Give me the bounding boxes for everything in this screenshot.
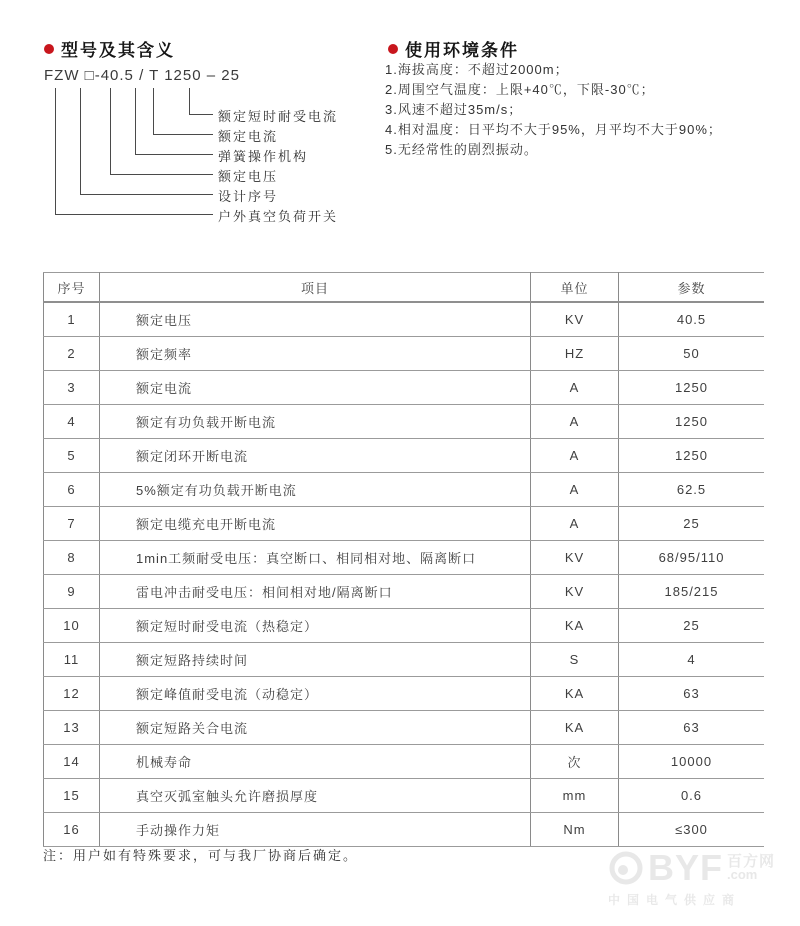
table-cell: 额定峰值耐受电流（动稳定） bbox=[100, 677, 531, 711]
table-cell: 5 bbox=[44, 439, 100, 473]
table-cell: 手动操作力矩 bbox=[100, 813, 531, 847]
table-cell: 额定电压 bbox=[100, 302, 531, 337]
col-header-unit: 单位 bbox=[531, 273, 619, 303]
table-cell: KA bbox=[531, 609, 619, 643]
table-cell: 50 bbox=[619, 337, 765, 371]
table-cell: 63 bbox=[619, 677, 765, 711]
model-code: FZW □-40.5 / T 1250 – 25 bbox=[44, 67, 240, 84]
model-part-label: 户外真空负荷开关 bbox=[218, 209, 339, 224]
env-condition-item: 2.周围空气温度：上限+40℃，下限-30℃； bbox=[385, 82, 655, 97]
table-cell: A bbox=[531, 371, 619, 405]
model-part-label: 额定电流 bbox=[218, 129, 279, 144]
table-row bbox=[44, 711, 765, 745]
col-header-index: 序号 bbox=[44, 273, 100, 303]
table-row bbox=[44, 541, 765, 575]
col-header-param: 参数 bbox=[619, 273, 765, 303]
table-cell: 额定短路关合电流 bbox=[100, 711, 531, 745]
table-cell: KV bbox=[531, 541, 619, 575]
table-cell: 62.5 bbox=[619, 473, 765, 507]
table-cell: A bbox=[531, 439, 619, 473]
table-cell: 0.6 bbox=[619, 779, 765, 813]
table-cell: 额定电流 bbox=[100, 371, 531, 405]
table-cell: 185/215 bbox=[619, 575, 765, 609]
col-header-item: 项目 bbox=[100, 273, 531, 303]
table-cell: 11 bbox=[44, 643, 100, 677]
table-cell: 6 bbox=[44, 473, 100, 507]
table-cell: 机械寿命 bbox=[100, 745, 531, 779]
table-cell: mm bbox=[531, 779, 619, 813]
env-section-title-text: 使用环境条件 bbox=[405, 41, 519, 60]
table-cell: 7 bbox=[44, 507, 100, 541]
env-condition-item: 4.相对温度：日平均不大于95%，月平均不大于90%； bbox=[385, 122, 722, 137]
table-cell: 雷电冲击耐受电压：相间相对地/隔离断口 bbox=[100, 575, 531, 609]
watermark-tagline: 中国电气供应商 bbox=[608, 893, 742, 907]
byf-logo-icon bbox=[608, 850, 644, 886]
table-cell: 8 bbox=[44, 541, 100, 575]
watermark-brand: BYF bbox=[648, 847, 723, 888]
table-row bbox=[44, 575, 765, 609]
table-cell: 25 bbox=[619, 609, 765, 643]
table-cell: 12 bbox=[44, 677, 100, 711]
table-cell: 额定有功负载开断电流 bbox=[100, 405, 531, 439]
watermark-domain: .com bbox=[727, 867, 758, 882]
table-cell: 额定频率 bbox=[100, 337, 531, 371]
env-condition-item: 3.风速不超过35m/s； bbox=[385, 102, 523, 117]
table-cell: 40.5 bbox=[619, 302, 765, 337]
watermark-logo-row bbox=[608, 847, 788, 888]
table-cell: 额定闭环开断电流 bbox=[100, 439, 531, 473]
table-cell: ≤300 bbox=[619, 813, 765, 847]
model-part-label: 弹簧操作机构 bbox=[218, 149, 309, 164]
table-cell: KV bbox=[531, 575, 619, 609]
spec-table-body bbox=[44, 302, 765, 847]
table-cell: A bbox=[531, 507, 619, 541]
table-row bbox=[44, 609, 765, 643]
table-row bbox=[44, 745, 765, 779]
table-cell: 15 bbox=[44, 779, 100, 813]
table-cell: 25 bbox=[619, 507, 765, 541]
table-cell: 68/95/110 bbox=[619, 541, 765, 575]
table-cell: 10 bbox=[44, 609, 100, 643]
model-section-title bbox=[44, 36, 175, 61]
table-row bbox=[44, 371, 765, 405]
table-cell: 次 bbox=[531, 745, 619, 779]
env-section-title bbox=[388, 36, 519, 61]
table-cell: 5%额定有功负载开断电流 bbox=[100, 473, 531, 507]
table-cell: 额定短路持续时间 bbox=[100, 643, 531, 677]
table-row bbox=[44, 302, 765, 337]
table-row bbox=[44, 473, 765, 507]
connector-line bbox=[55, 88, 213, 215]
note-text: 注：用户如有特殊要求，可与我厂协商后确定。 bbox=[43, 848, 359, 863]
table-cell: 14 bbox=[44, 745, 100, 779]
table-cell: KA bbox=[531, 677, 619, 711]
model-section-title-text: 型号及其含义 bbox=[61, 41, 175, 60]
table-cell: 额定电缆充电开断电流 bbox=[100, 507, 531, 541]
env-condition-item: 5.无经常性的剧烈振动。 bbox=[385, 142, 538, 157]
table-cell: 4 bbox=[619, 643, 765, 677]
table-row bbox=[44, 643, 765, 677]
table-cell: Nm bbox=[531, 813, 619, 847]
table-row bbox=[44, 405, 765, 439]
watermark bbox=[608, 847, 788, 908]
table-cell: 10000 bbox=[619, 745, 765, 779]
watermark-brand-cn: 百方网 bbox=[727, 853, 776, 870]
table-cell: 1250 bbox=[619, 371, 765, 405]
table-cell: 1250 bbox=[619, 439, 765, 473]
red-bullet-icon bbox=[44, 44, 54, 54]
table-cell: 1250 bbox=[619, 405, 765, 439]
table-cell: 额定短时耐受电流（热稳定） bbox=[100, 609, 531, 643]
table-cell: 3 bbox=[44, 371, 100, 405]
red-bullet-icon bbox=[388, 44, 398, 54]
model-part-label: 额定电压 bbox=[218, 169, 279, 184]
table-row bbox=[44, 677, 765, 711]
table-cell: 63 bbox=[619, 711, 765, 745]
model-part-label: 设计序号 bbox=[218, 189, 279, 204]
table-cell: 1min工频耐受电压：真空断口、相同相对地、隔离断口 bbox=[100, 541, 531, 575]
table-cell: KA bbox=[531, 711, 619, 745]
table-cell: KV bbox=[531, 302, 619, 337]
table-cell: S bbox=[531, 643, 619, 677]
table-cell: HZ bbox=[531, 337, 619, 371]
table-header-row bbox=[44, 273, 765, 303]
env-condition-item: 1.海拔高度：不超过2000m； bbox=[385, 62, 569, 77]
spec-table bbox=[43, 272, 764, 847]
table-row bbox=[44, 507, 765, 541]
table-cell: 16 bbox=[44, 813, 100, 847]
table-row bbox=[44, 813, 765, 847]
spec-table-header bbox=[44, 273, 765, 303]
table-cell: A bbox=[531, 473, 619, 507]
table-cell: 1 bbox=[44, 302, 100, 337]
table-cell: 13 bbox=[44, 711, 100, 745]
table-cell: A bbox=[531, 405, 619, 439]
table-row bbox=[44, 439, 765, 473]
table-row bbox=[44, 779, 765, 813]
table-cell: 2 bbox=[44, 337, 100, 371]
table-cell: 4 bbox=[44, 405, 100, 439]
table-row bbox=[44, 337, 765, 371]
model-part-label: 额定短时耐受电流 bbox=[218, 109, 339, 124]
env-condition-list bbox=[385, 60, 722, 160]
table-cell: 9 bbox=[44, 575, 100, 609]
table-cell: 真空灭弧室触头允许磨损厚度 bbox=[100, 779, 531, 813]
